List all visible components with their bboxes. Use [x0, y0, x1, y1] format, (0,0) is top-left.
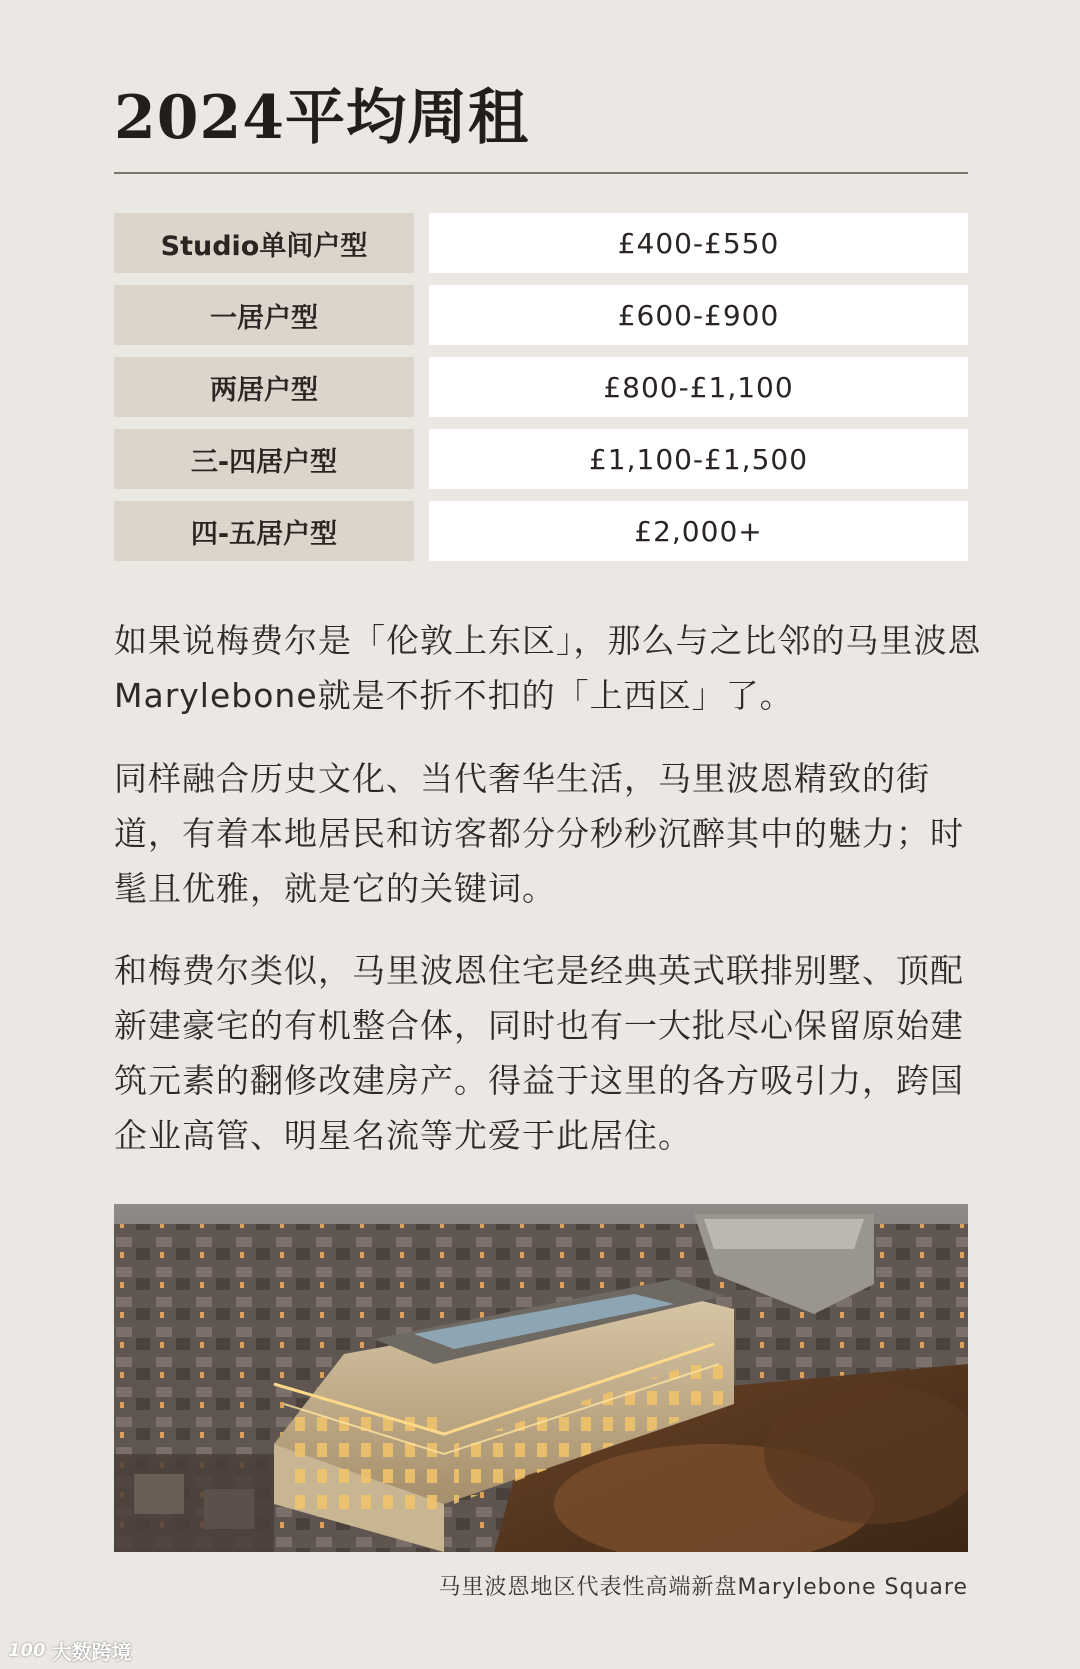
table-row — [114, 285, 968, 345]
unit-type: 两居户型 — [114, 357, 414, 417]
watermark-logo: 100 — [8, 1640, 46, 1661]
aerial-photo — [114, 1204, 968, 1552]
unit-type: 四-五居户型 — [114, 501, 414, 561]
weekly-rent: £1,100-£1,500 — [429, 429, 968, 489]
unit-type: Studio单间户型 — [114, 213, 414, 273]
weekly-rent: £400-£550 — [429, 213, 968, 273]
unit-type: 一居户型 — [114, 285, 414, 345]
paragraph-lifestyle: 同样融合历史文化、当代奢华生活，马里波恩精致的街道，有着本地居民和访客都分分秒秒沉醉其中的魅力；时髦且优雅，就是它的关键词。 — [114, 759, 964, 908]
table-row — [114, 357, 968, 417]
paragraph-housing: 和梅费尔类似，马里波恩住宅是经典英式联排别墅、顶配新建豪宅的有机整合体，同时也有一大批尽心保留原始建筑元素的翻修改建房产。得益于这里的各方吸引力，跨国企业高管、明星名流等尤爱于此居住。 — [114, 951, 964, 1155]
weekly-rent: £2,000+ — [429, 501, 968, 561]
table-row — [114, 429, 968, 489]
table-row — [114, 213, 968, 273]
weekly-rent: £800-£1,100 — [429, 357, 968, 417]
rent-table — [114, 213, 968, 573]
page-title: 2024平均周租 — [114, 83, 529, 153]
table-row — [114, 501, 968, 561]
photo-caption: 马里波恩地区代表性高端新盘Marylebone Square — [438, 1575, 968, 1600]
watermark-text: 大数跨境 — [51, 1640, 132, 1664]
paragraph-intro: 如果说梅费尔是「伦敦上东区」，那么与之比邻的马里波恩Marylebone就是不折不扣的「上西区」了。 — [114, 621, 982, 715]
title-divider — [114, 172, 968, 174]
source-watermark — [8, 1636, 132, 1665]
unit-type: 三-四居户型 — [114, 429, 414, 489]
weekly-rent: £600-£900 — [429, 285, 968, 345]
